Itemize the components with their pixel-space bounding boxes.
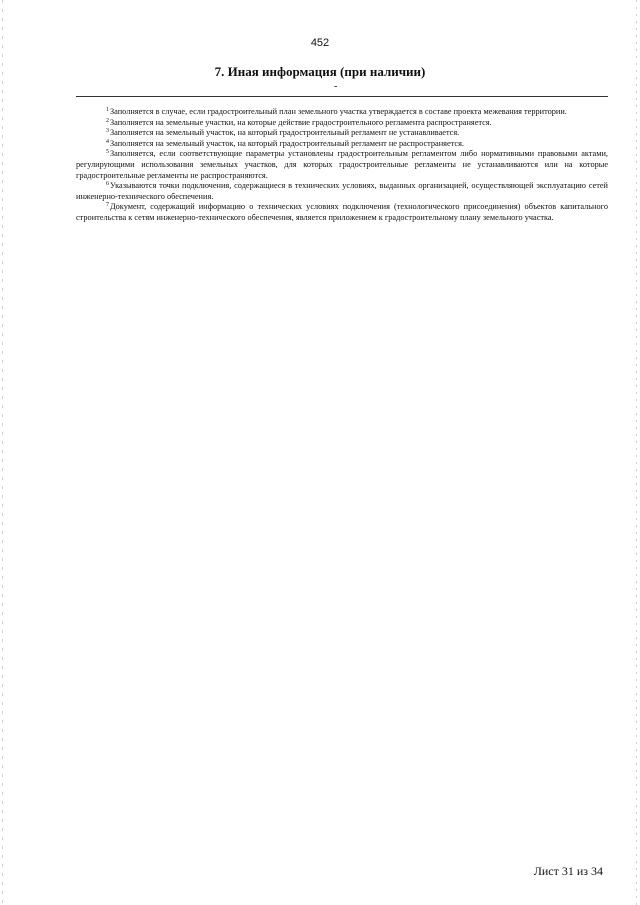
- footnote-mark: 4: [106, 138, 109, 145]
- footnote-mark: 1: [106, 107, 109, 113]
- footnote-text: Заполняется на земельный участок, на который градостроительный регламент не устанавливается.: [110, 128, 460, 138]
- footnote-2: [76, 118, 608, 129]
- footnote-separator: [76, 96, 608, 97]
- sheet-number: Лист 31 из 34: [533, 864, 603, 878]
- scan-edge-left: [2, 0, 3, 905]
- footnote-mark: 6: [106, 181, 109, 188]
- scan-edge-right: [636, 0, 637, 905]
- footnote-6: [76, 181, 608, 202]
- footnote-mark: 2: [106, 117, 109, 124]
- page-number: 452: [310, 37, 330, 49]
- footnote-text: Указываются точки подключения, содержащиеся в технических условиях, выданных организацией, осуществляющей эксплуатацию сетей инженерно-технического обеспечения.: [76, 181, 608, 201]
- footnote-text: Заполняется на земельный участок, на который градостроительный регламент не распространяется.: [110, 138, 464, 148]
- footnote-4: [76, 139, 608, 150]
- footnote-text: Заполняется, если соответствующие параметры установлены градостроительным регламентом либо нормативными правовыми актами, регулирующими использования земельных участков, для которых градостроительные регламенты не устанавливаются или на которые градостроительные регламенты не распространяются.: [76, 149, 608, 180]
- footnote-3: [76, 128, 608, 139]
- footnote-text: Документ, содержащий информацию о технических условиях подключения (технологического присоединения) объектов капитального строительства к сетям инженерно-технического обеспечения, является приложением к градостроительному плану земельного участка.: [76, 202, 608, 222]
- section-title: 7. Иная информация (при наличии): [214, 64, 426, 79]
- dash-mark: -: [334, 81, 338, 92]
- footnote-7: [76, 202, 608, 223]
- footnote-text: Заполняется на земельные участки, на которые действие градостроительного регламента распространяется.: [110, 117, 492, 127]
- footnotes-block: [76, 107, 608, 224]
- footnote-mark: 7: [106, 202, 109, 209]
- footnote-mark: 3: [106, 128, 109, 135]
- footnote-text: Заполняется в случае, если градостроительный план земельного участка утверждается в составе проекта межевания территории.: [110, 107, 567, 116]
- footnote-mark: 5: [106, 149, 109, 156]
- footnote-5: [76, 149, 608, 181]
- footnote-1: [76, 107, 608, 118]
